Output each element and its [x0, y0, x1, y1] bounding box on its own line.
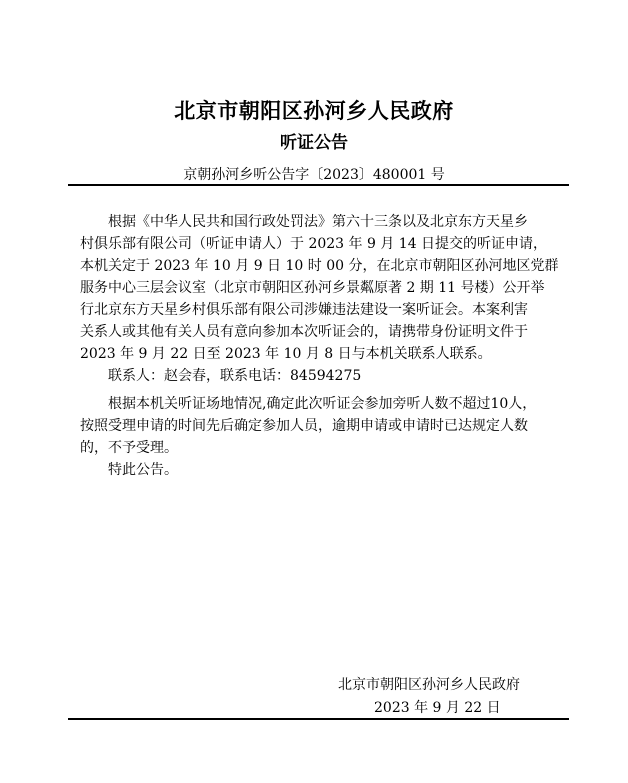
issuer-signature: 北京市朝阳区孙河乡人民政府: [338, 677, 520, 693]
text-line: 2023 年 9 月 22 日至 2023 年 10 月 8 日与本机关联系人联系。: [80, 346, 492, 362]
document-subtitle: 听证公告: [280, 133, 348, 153]
text-line: 按照受理申请的时间先后确定参加人员，逾期申请或申请时已达规定人数: [80, 418, 528, 434]
header-divider: [68, 184, 569, 186]
text-line: 的，不予受理。: [80, 440, 178, 456]
text-line: 根据本机关听证场地情况,确定此次听证会参加旁听人数不超过10人，: [108, 396, 537, 412]
text-line: 关系人或其他有关人员有意向参加本次听证会的，请携带身份证明文件于: [80, 324, 528, 340]
document-title: 北京市朝阳区孙河乡人民政府: [174, 98, 454, 123]
contact-info: 联系人：赵会春，联系电话：84594275: [108, 368, 362, 384]
paragraph-attendance-rules: [80, 393, 580, 459]
text-line: 本机关定于 2023 年 10 月 9 日 10 时 00 分，在北京市朝阳区孙河地区党群: [80, 258, 559, 274]
text-line: 行北京东方天星乡村俱乐部有限公司涉嫌违法建设一案听证会。本案利害: [80, 302, 528, 318]
issue-date: 2023 年 9 月 22 日: [374, 700, 501, 716]
text-line: 根据《中华人民共和国行政处罚法》第六十三条以及北京东方天星乡: [108, 214, 528, 230]
document-number: 京朝孙河乡听公告字〔2023〕480001 号: [183, 167, 445, 183]
document-body: [80, 211, 580, 481]
footer-divider: [68, 718, 569, 720]
text-line: 服务中心三层会议室（北京市朝阳区孙河乡景粼原著 2 期 11 号楼）公开举: [80, 280, 545, 296]
closing-remark: 特此公告。: [108, 462, 178, 478]
paragraph-hearing-notice: [80, 211, 580, 365]
text-line: 村俱乐部有限公司（听证申请人）于 2023 年 9 月 14 日提交的听证申请，: [80, 236, 548, 252]
